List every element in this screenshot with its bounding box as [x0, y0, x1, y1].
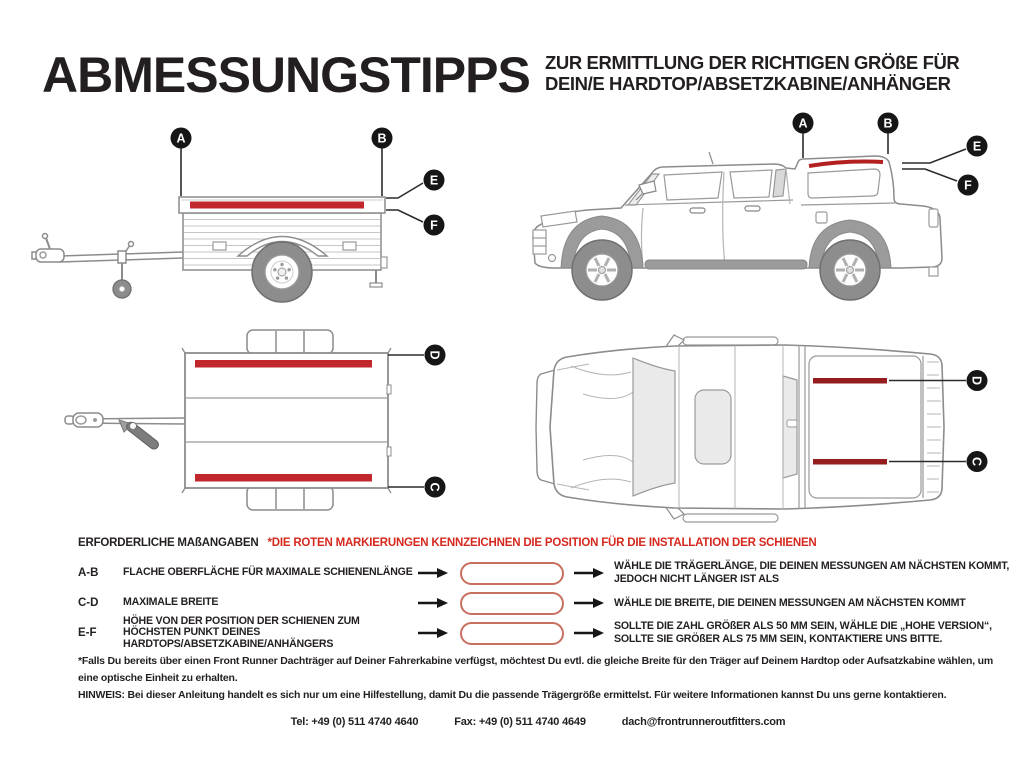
measurement-input-oval[interactable] — [460, 562, 564, 585]
svg-text:B: B — [377, 131, 387, 146]
trailer-drawbar — [32, 234, 183, 282]
arrow-icon — [418, 568, 448, 578]
page-subtitle — [545, 52, 959, 94]
truck-side-view-diagram — [525, 108, 1005, 323]
svg-text:C: C — [427, 482, 442, 492]
bed-handle — [787, 420, 797, 427]
contact-email: dach@frontrunneroutfitters.com — [621, 716, 786, 728]
svg-text:F: F — [964, 178, 972, 193]
required-measurements-heading: ERFORDERLICHE MAßANGABEN — [78, 537, 259, 549]
marker-f — [424, 215, 445, 236]
row-result: WÄHLE DIE TRÄGERLÄNGE, DIE DEINEN MESSUNGEN AM NÄCHSTEN KOMMT, JEDOCH NICHT LÄNGER IST ALS — [614, 560, 1010, 585]
marker-d — [425, 345, 446, 366]
trailer-towbar-top — [65, 413, 185, 432]
trailer-wheel — [252, 242, 312, 302]
svg-text:E: E — [429, 173, 439, 188]
marker-e — [424, 170, 445, 191]
truck-body-top — [550, 345, 944, 509]
svg-text:A: A — [798, 116, 808, 131]
windshield — [633, 358, 675, 496]
marker-b — [878, 113, 899, 134]
subtitle-line-1: ZUR ERMITTLUNG DER RICHTIGEN GRÖßE FÜR — [545, 52, 960, 73]
svg-text:E: E — [972, 139, 982, 154]
running-board-bottom — [683, 514, 778, 522]
running-board — [645, 260, 807, 269]
arrow-icon — [418, 598, 448, 608]
rail-position-stripe-bottom — [813, 459, 887, 465]
jockey-wheel-hub — [119, 286, 125, 292]
required-measurements-heading-row — [78, 537, 817, 549]
row-label: MAXIMALE BREITE — [123, 596, 219, 609]
marker-d — [967, 370, 988, 391]
svg-text:F: F — [430, 218, 438, 233]
rail-position-stripe-top — [813, 378, 887, 384]
row-key: E-F — [78, 627, 97, 639]
arrow-icon — [574, 628, 604, 638]
front-wheel — [572, 240, 632, 300]
asterisk-footnote: *Falls Du bereits über einen Front Runner Dachträger auf Deiner Fahrerkabine verfügst, möchtest Du evtl. die gleiche Breite für den Träger auf Deinem Hardtop oder Aufsatzkabine wählen, um eine optische Einheit zu erhalten. — [78, 655, 994, 684]
arrow-icon — [418, 628, 448, 638]
row-label: HÖHE VON DER POSITION DER SCHIENEN ZUM HÖCHSTEN PUNKT DEINES HARDTOPS/ABSETZKABINE/ANHÄNGERS — [123, 614, 360, 650]
trailer-side-view-diagram — [30, 123, 470, 328]
row-result: WÄHLE DIE BREITE, DIE DEINEN MESSUNGEN AM NÄCHSTEN KOMMT — [614, 596, 966, 609]
row-label: FLACHE OBERFLÄCHE FÜR MAXIMALE SCHIENENLÄNGE — [123, 566, 413, 579]
hinweis-footnote: HINWEIS: Bei dieser Anleitung handelt es sich nur um eine Hilfestellung, damit Du die passende Trägergröße ermittelst. Für weitere Informationen kannst Du uns gerne kontaktieren. — [78, 689, 947, 701]
row-key: A-B — [78, 567, 99, 579]
arrow-icon — [574, 598, 604, 608]
row-key: C-D — [78, 597, 99, 609]
truck-top-view-diagram — [525, 332, 1010, 527]
running-board-top — [683, 337, 778, 345]
contact-line — [0, 716, 1024, 728]
rail-position-stripe-bottom — [195, 474, 372, 482]
contact-fax: Fax: +49 (0) 511 4740 4649 — [454, 716, 586, 728]
rail-position-stripe — [190, 202, 364, 209]
marker-c — [967, 451, 988, 472]
measurement-row-ef — [0, 611, 1024, 655]
measurement-row-ab — [0, 556, 1024, 590]
marker-a — [171, 128, 192, 149]
contact-tel: Tel: +49 (0) 511 4740 4640 — [290, 716, 419, 728]
svg-text:C: C — [969, 456, 984, 467]
row-result: SOLLTE DIE ZAHL GRÖßER ALS 50 MM SEIN, WÄHLE DIE „HOHE VERSION“, SOLLTE SIE GRÖßER ALS 75 MM SEIN, KONTAKTIERE UNS BITTE. — [614, 620, 992, 645]
svg-text:B: B — [883, 116, 893, 131]
red-markings-note: *DIE ROTEN MARKIERUNGEN KENNZEICHNEN DIE POSITION FÜR DIE INSTALLATION DER SCHIENEN — [267, 537, 817, 549]
rear-wheel — [820, 240, 880, 300]
hitch-pivot — [130, 423, 137, 430]
page-title: ABMESSUNGSTIPPS — [42, 47, 530, 103]
rail-position-stripe-top — [195, 360, 372, 368]
sunroof — [695, 390, 731, 464]
marker-b — [372, 128, 393, 149]
marker-c — [425, 477, 446, 498]
measurement-input-oval[interactable] — [460, 622, 564, 645]
trailer-bed-top — [182, 348, 391, 493]
trailer-top-view-diagram — [35, 328, 475, 523]
arrow-icon — [574, 568, 604, 578]
marker-e — [967, 136, 988, 157]
svg-text:D: D — [969, 375, 984, 386]
svg-text:D: D — [427, 350, 442, 360]
marker-a — [793, 113, 814, 134]
subtitle-line-2: DEIN/E HARDTOP/ABSETZKABINE/ANHÄNGER — [545, 73, 951, 94]
marker-leader-lines — [388, 355, 424, 487]
svg-text:A: A — [176, 131, 186, 146]
marker-f — [958, 175, 979, 196]
